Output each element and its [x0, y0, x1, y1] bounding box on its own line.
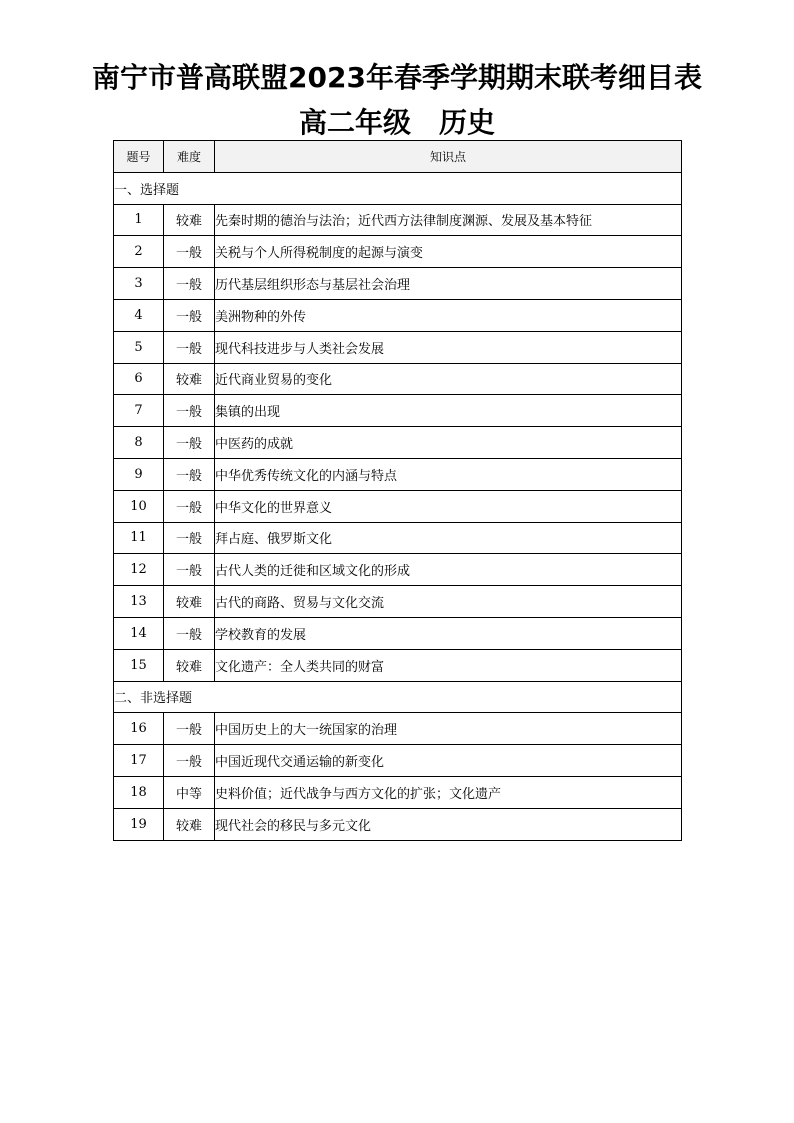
table-row	[114, 649, 682, 681]
difficulty-cell: 一般	[164, 268, 215, 300]
topic-cell: 现代社会的移民与多元文化	[215, 808, 682, 840]
question-number: 14	[114, 617, 164, 649]
table-row	[114, 554, 682, 586]
table-row	[114, 204, 682, 236]
difficulty-cell: 一般	[164, 554, 215, 586]
document-title: 南宁市普高联盟2023年春季学期期末联考细目表	[92, 61, 702, 94]
question-number: 17	[114, 745, 164, 777]
question-number: 10	[114, 490, 164, 522]
difficulty-cell: 中等	[164, 776, 215, 808]
difficulty-cell: 一般	[164, 458, 215, 490]
difficulty-cell: 一般	[164, 395, 215, 427]
table-row	[114, 236, 682, 268]
table-row	[114, 617, 682, 649]
table-row	[114, 395, 682, 427]
table-body	[114, 172, 682, 840]
table-row	[114, 363, 682, 395]
topic-cell: 集镇的出现	[215, 395, 682, 427]
difficulty-cell: 一般	[164, 617, 215, 649]
question-number: 7	[114, 395, 164, 427]
header-difficulty: 难度	[164, 141, 215, 173]
topic-cell: 学校教育的发展	[215, 617, 682, 649]
section-row	[114, 172, 682, 204]
table-row	[114, 586, 682, 618]
table-row	[114, 490, 682, 522]
header-number: 题号	[114, 141, 164, 173]
topic-cell: 古代人类的迁徙和区域文化的形成	[215, 554, 682, 586]
difficulty-cell: 一般	[164, 522, 215, 554]
topic-cell: 拜占庭、俄罗斯文化	[215, 522, 682, 554]
topic-cell: 先秦时期的德治与法治；近代西方法律制度渊源、发展及基本特征	[215, 204, 682, 236]
exam-outline-table	[113, 140, 682, 841]
table-row	[114, 427, 682, 459]
topic-cell: 现代科技进步与人类社会发展	[215, 331, 682, 363]
question-number: 13	[114, 586, 164, 618]
question-number: 1	[114, 204, 164, 236]
difficulty-cell: 较难	[164, 363, 215, 395]
table-row	[114, 522, 682, 554]
topic-cell: 中国历史上的大一统国家的治理	[215, 713, 682, 745]
difficulty-cell: 一般	[164, 713, 215, 745]
subject-label: 历史	[439, 106, 496, 139]
table-row	[114, 331, 682, 363]
topic-cell: 古代的商路、贸易与文化交流	[215, 586, 682, 618]
question-number: 9	[114, 458, 164, 490]
table-row	[114, 808, 682, 840]
question-number: 18	[114, 776, 164, 808]
topic-cell: 中华文化的世界意义	[215, 490, 682, 522]
question-number: 11	[114, 522, 164, 554]
section-row	[114, 681, 682, 713]
table-header-row	[114, 141, 682, 173]
question-number: 2	[114, 236, 164, 268]
topic-cell: 关税与个人所得税制度的起源与演变	[215, 236, 682, 268]
question-number: 3	[114, 268, 164, 300]
topic-cell: 历代基层组织形态与基层社会治理	[215, 268, 682, 300]
question-number: 16	[114, 713, 164, 745]
table-row	[114, 268, 682, 300]
question-number: 15	[114, 649, 164, 681]
grade-label: 高二年级	[298, 106, 411, 139]
difficulty-cell: 较难	[164, 204, 215, 236]
table-row	[114, 745, 682, 777]
document-subtitle	[0, 101, 794, 141]
topic-cell: 美洲物种的外传	[215, 299, 682, 331]
difficulty-cell: 一般	[164, 299, 215, 331]
topic-cell: 史料价值；近代战争与西方文化的扩张；文化遗产	[215, 776, 682, 808]
table-row	[114, 713, 682, 745]
topic-cell: 文化遗产：全人类共同的财富	[215, 649, 682, 681]
question-number: 8	[114, 427, 164, 459]
topic-cell: 中国近现代交通运输的新变化	[215, 745, 682, 777]
difficulty-cell: 较难	[164, 649, 215, 681]
question-number: 4	[114, 299, 164, 331]
topic-cell: 中华优秀传统文化的内涵与特点	[215, 458, 682, 490]
question-number: 12	[114, 554, 164, 586]
difficulty-cell: 一般	[164, 745, 215, 777]
table-row	[114, 458, 682, 490]
question-number: 6	[114, 363, 164, 395]
difficulty-cell: 一般	[164, 427, 215, 459]
topic-cell: 中医药的成就	[215, 427, 682, 459]
difficulty-cell: 一般	[164, 331, 215, 363]
question-number: 19	[114, 808, 164, 840]
difficulty-cell: 一般	[164, 490, 215, 522]
section-label: 二、非选择题	[114, 681, 682, 713]
table-row	[114, 299, 682, 331]
header-topic: 知识点	[215, 141, 682, 173]
topic-cell: 近代商业贸易的变化	[215, 363, 682, 395]
section-label: 一、选择题	[114, 172, 682, 204]
difficulty-cell: 较难	[164, 808, 215, 840]
difficulty-cell: 较难	[164, 586, 215, 618]
question-number: 5	[114, 331, 164, 363]
difficulty-cell: 一般	[164, 236, 215, 268]
table-row	[114, 776, 682, 808]
